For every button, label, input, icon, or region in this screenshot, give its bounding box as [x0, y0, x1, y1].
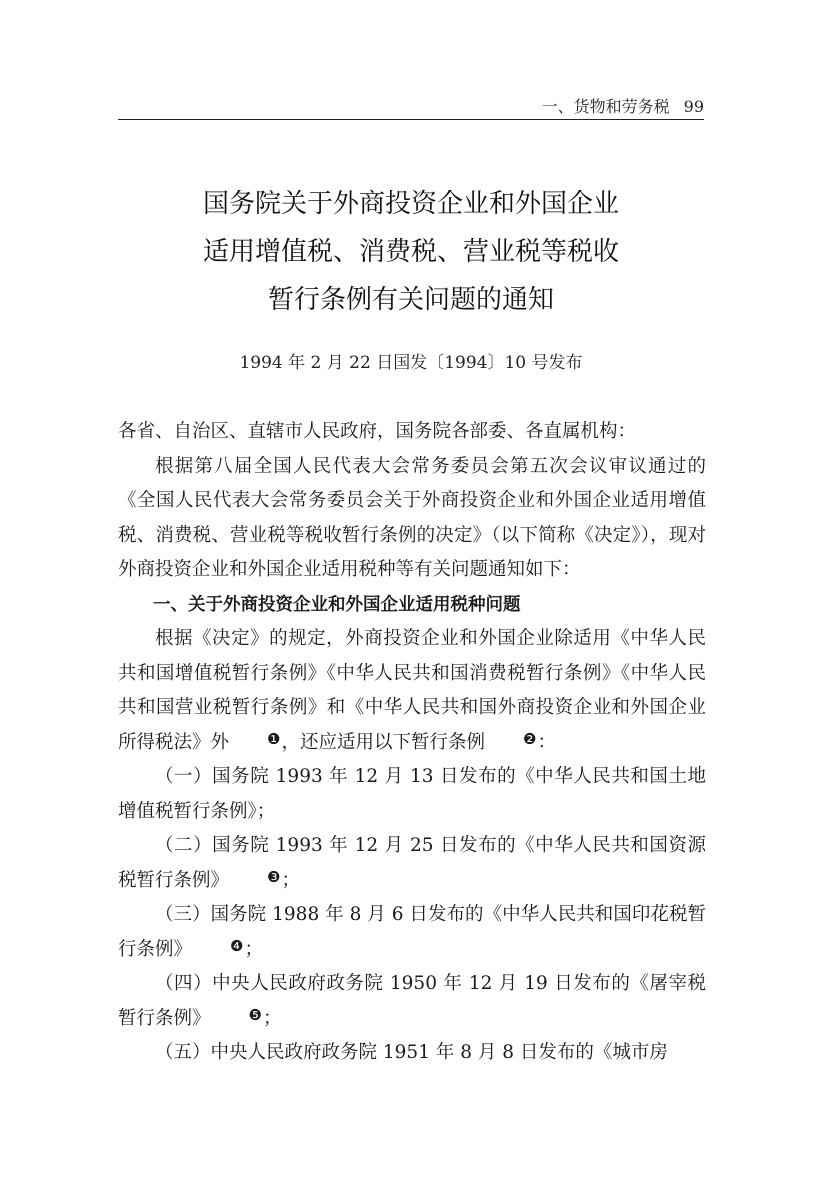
title-line-2: 适用增值税、消费税、营业税等税收 [202, 237, 619, 267]
list-item-text: （四）中央人民政府政务院 1950 年 12 月 19 日发布的《屠宰税暂行条例》 [118, 973, 706, 1029]
section-heading: 一、关于外商投资企业和外国企业适用税种问题 [153, 594, 521, 615]
list-item [118, 829, 706, 898]
list-item [118, 967, 706, 1036]
list-item-end: ； [262, 1007, 282, 1029]
header-rule [118, 119, 704, 120]
salutation: 各省、自治区、直辖市人民政府，国务院各部委、各直属机构： [118, 421, 637, 442]
title-line-3: 暂行条例有关问题的通知 [267, 285, 554, 315]
paragraph: 根据第八届全国人民代表大会常务委员会第五次会议审议通过的《全国人民代表大会常务委员会关于外商投资企业和外国企业适用增值税、消费税、营业税等税收暂行条例的决定》（以下简称《决定》），现对外商投资企业和外国企业适用税种等有关问题通知如下： [118, 455, 706, 580]
footnote-marker-3[interactable]: ❸ [267, 867, 281, 886]
title-line-1: 国务院关于外商投资企业和外国企业 [202, 189, 619, 219]
document-title [118, 180, 704, 324]
running-header [118, 94, 704, 117]
footnote-marker-1[interactable]: ❶ [267, 729, 281, 748]
issue-date: 1994 年 2 月 22 日国发〔1994〕10 号发布 [239, 353, 583, 373]
paragraph-text: ，还应适用以下暂行条例 [281, 731, 485, 753]
paragraph [118, 622, 706, 760]
footnote-marker-5[interactable]: ❺ [248, 1005, 262, 1024]
footnote-marker-4[interactable]: ❹ [230, 936, 244, 955]
footnote-marker-2[interactable]: ❷ [522, 729, 537, 748]
paragraph-text: 根据《决定》的规定，外商投资企业和外国企业除适用《中华人民共和国增值税暂行条例》《中华人民共和国消费税暂行条例》《中华人民共和国营业税暂行条例》和《中华人民共和国外商投资企业和外国企业所得税法》外 [118, 628, 706, 753]
paragraph-text: ： [537, 731, 556, 753]
header-section: 一、货物和劳务税 [541, 97, 670, 116]
list-item-text: （二）国务院 1993 年 12 月 25 日发布的《中华人民共和国资源税暂行条例》 [118, 835, 706, 891]
list-item-text: （三）国务院 1988 年 8 月 6 日发布的《中华人民共和国印花税暂行条例》 [118, 904, 706, 960]
page-number: 99 [683, 97, 704, 116]
list-item: （五）中央人民政府政务院 1951 年 8 月 8 日发布的《城市房 [155, 1042, 668, 1063]
list-item: （一）国务院 1993 年 12 月 13 日发布的《中华人民共和国土地增值税暂行条例》； [118, 766, 706, 822]
list-item-end: ； [281, 869, 300, 891]
list-item [118, 898, 706, 967]
document-body [118, 415, 706, 1071]
list-item-end: ； [244, 938, 263, 960]
